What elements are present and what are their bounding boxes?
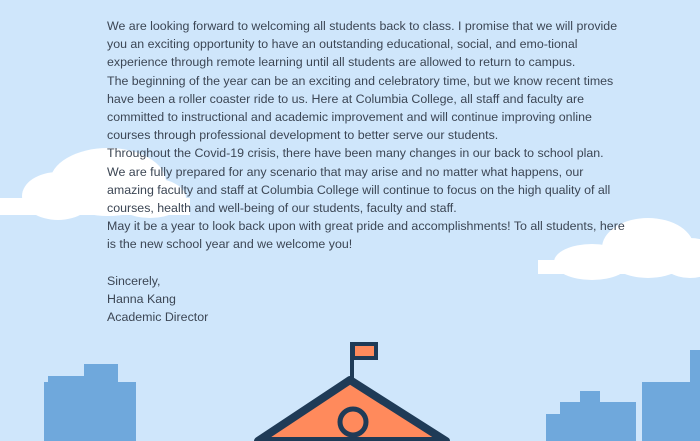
closing: Sincerely, <box>107 273 161 288</box>
signer-title: Academic Director <box>107 310 209 325</box>
letter-paragraph: May it be a year to look back upon with great pride and accomplishments! To all students, here is the new school year and we welcome you! <box>107 219 625 252</box>
letter-paragraph: We are fully prepared for any scenario that may arise and no matter what happens, our amazing faculty and staff at Columbia College will continue to focus on the high quality of all courses, health and well-being of our students, faculty and staff. <box>107 164 611 216</box>
signature-block <box>107 272 627 327</box>
signer-name: Hanna Kang <box>107 291 176 306</box>
letter-paragraph: Throughout the Covid-19 crisis, there have been many changes in our back to school plan. <box>107 146 604 161</box>
letter-paragraph: The beginning of the year can be an exciting and celebratory time, but we know recent times have been a roller coaster ride to us. Here at Columbia College, all staff and faculty are committed to instructional and academic improvement and will continue improving online courses through professional development to better serve our students. <box>107 73 614 143</box>
letter-paragraph: We are looking forward to welcoming all students back to class. I promise that we will provide you an exciting opportunity to have an outstanding educational, social, and emo-tional experience through remote learning until all students are allowed to return to campus. <box>107 19 618 70</box>
welcome-letter <box>107 17 627 326</box>
